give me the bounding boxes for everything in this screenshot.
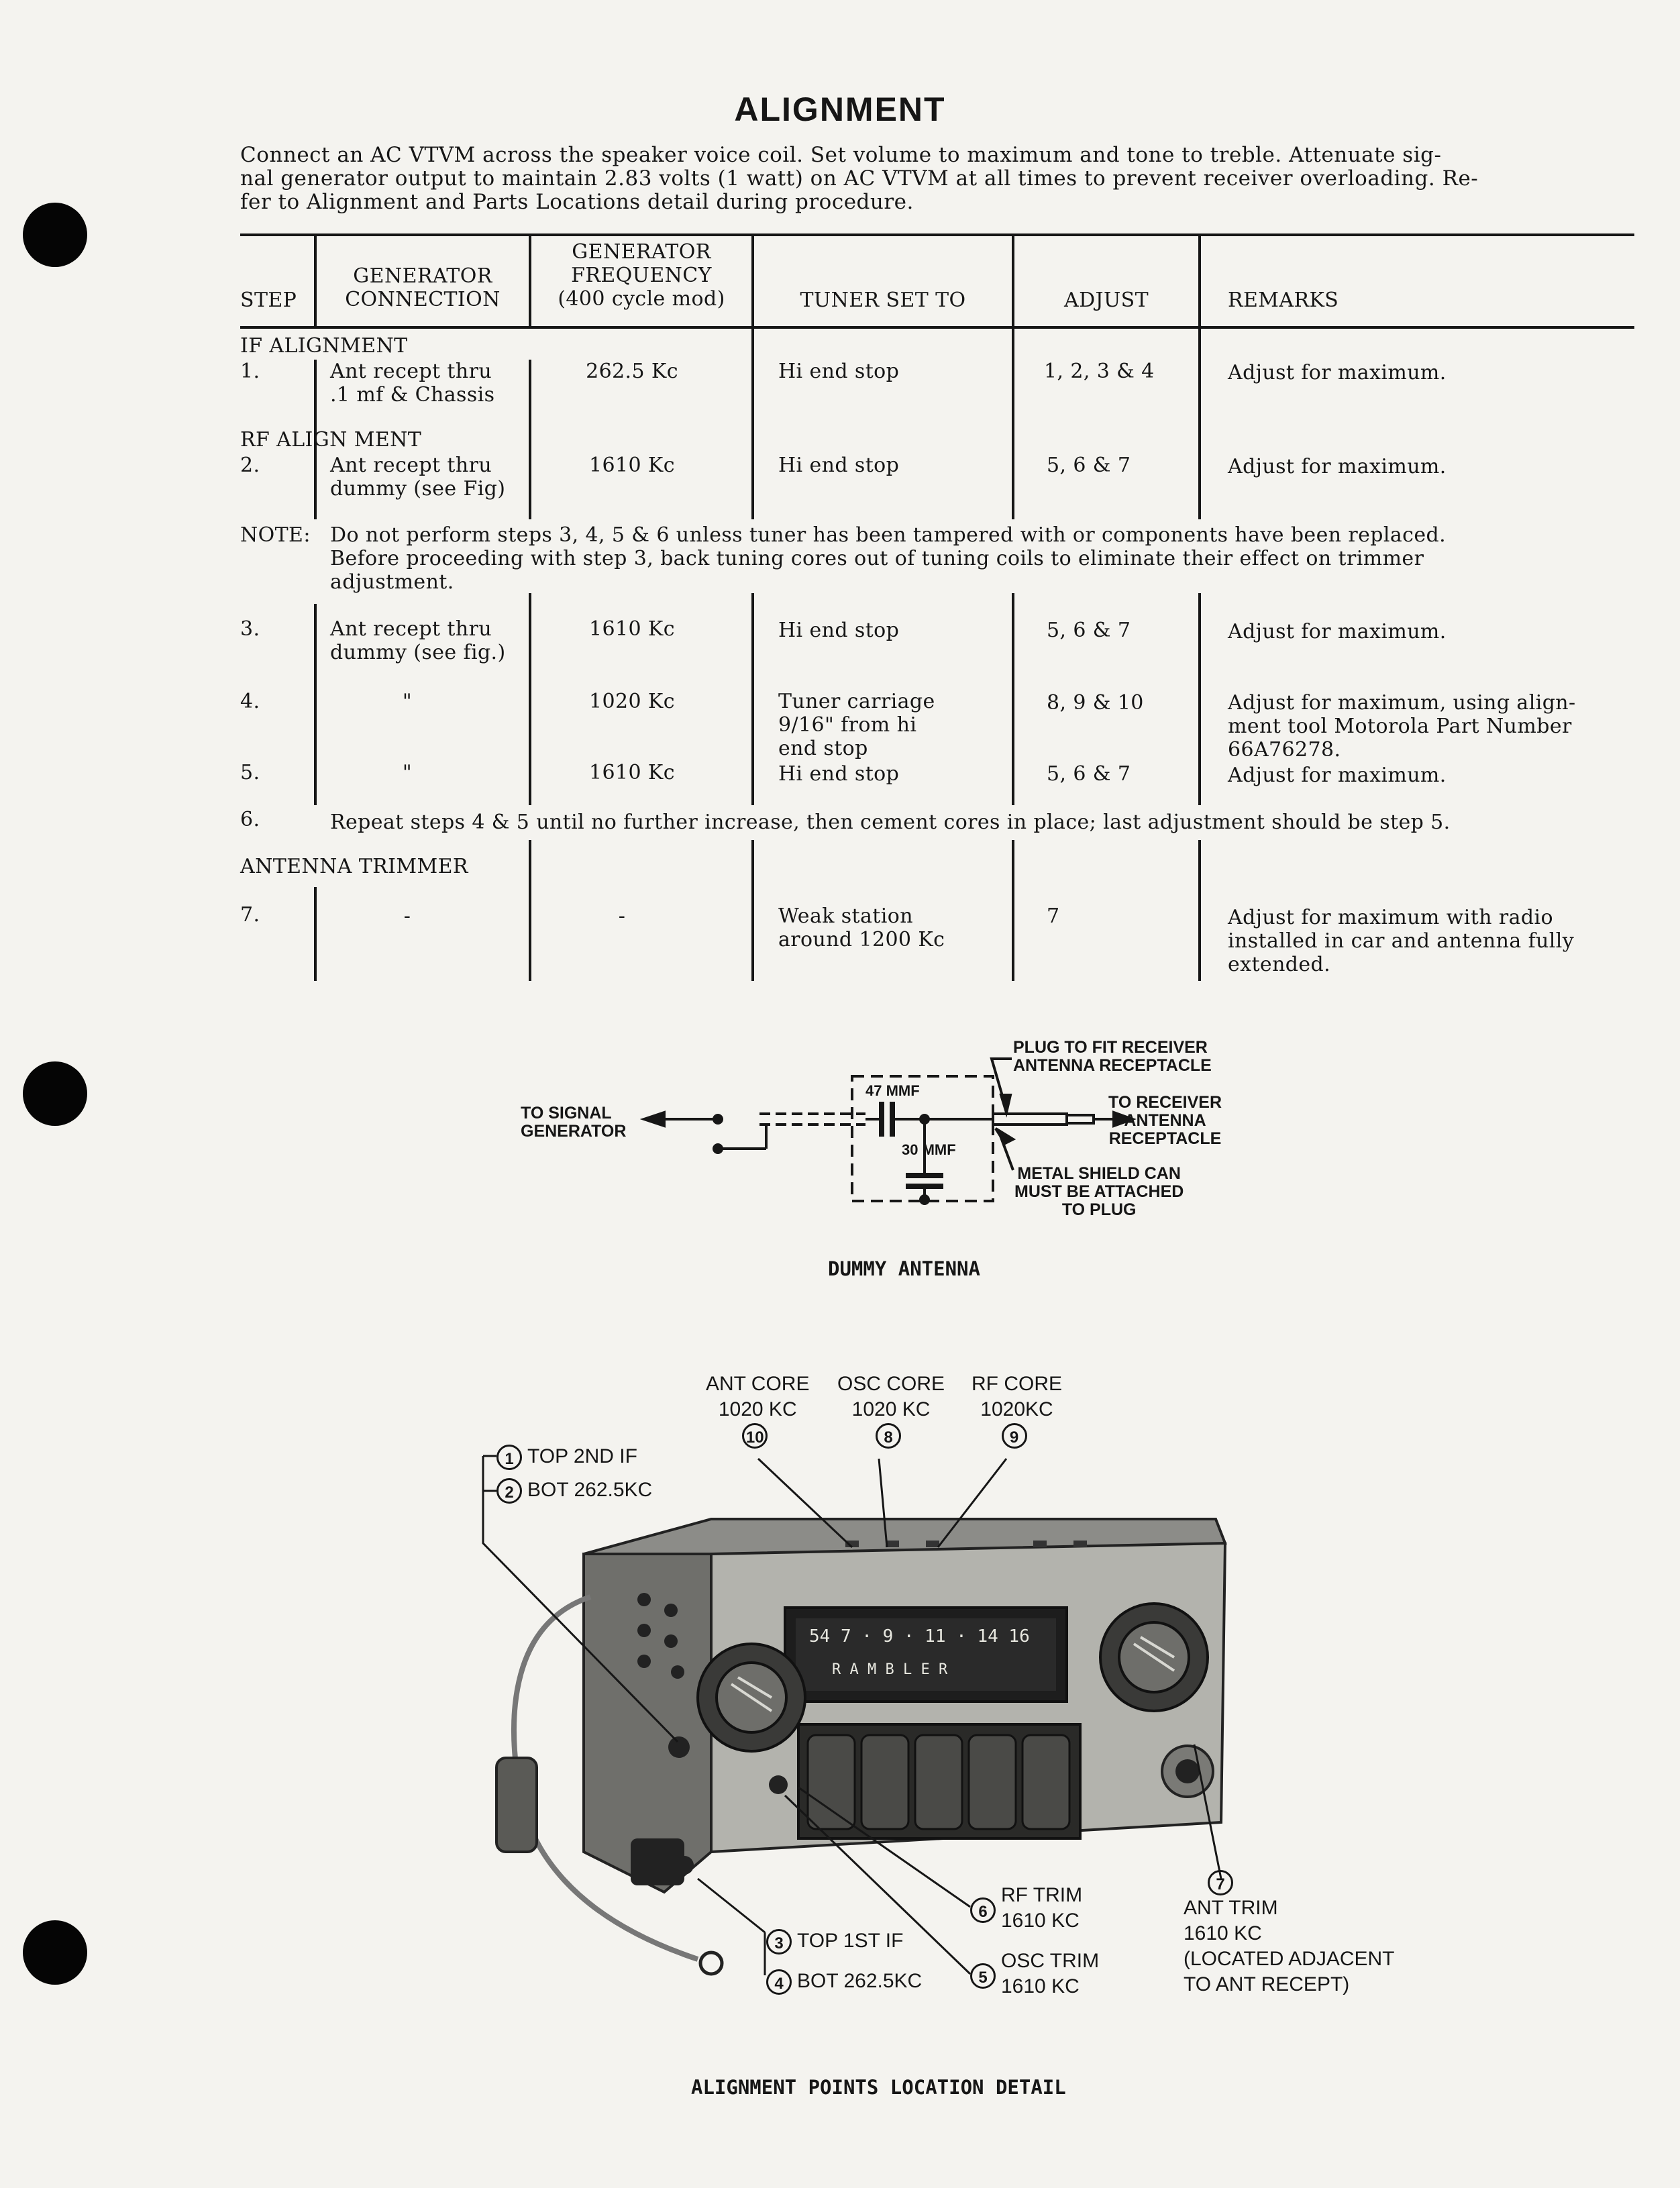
header-step: STEP (240, 289, 297, 312)
row-1-remarks: Adjust for maximum. (1228, 361, 1447, 384)
callout-number: 1 (496, 1445, 522, 1470)
row-7-tuner: Weak station around 1200 Kc (778, 904, 945, 951)
callout-number: 5 (970, 1963, 996, 1989)
callout-number: 8 (876, 1423, 901, 1449)
row-4-remarks: Adjust for maximum, using align- ment tool Motorola Part Number 66A76278. (1228, 691, 1576, 762)
callout-number: 7 (1208, 1870, 1233, 1895)
callout-number: 6 (970, 1897, 996, 1923)
section-if-alignment: IF ALIGNMENT (240, 334, 408, 358)
callout-9-rf-core: RF CORE 1020KC 9 (972, 1371, 1062, 1449)
row-3-frequency: 1610 Kc (589, 617, 675, 641)
row-2-step: 2. (240, 454, 260, 477)
row-1-tuner: Hi end stop (778, 360, 900, 383)
capacitor-30-label: 30 MMF (902, 1141, 956, 1158)
callout-number: 2 (496, 1478, 522, 1504)
row-1-connection: Ant recept thru .1 mf & Chassis (330, 360, 495, 407)
callout-6-text: RF TRIM 1610 KC (1001, 1884, 1083, 1932)
row-3-step: 3. (240, 617, 260, 641)
row-1-frequency: 262.5 Kc (586, 360, 678, 383)
row-4-connection: " (402, 690, 413, 713)
callout-number: 10 (742, 1423, 768, 1449)
callout-4-bot-262: 4 BOT 262.5KC (766, 1969, 922, 1995)
callout-number: 3 (766, 1929, 792, 1955)
callout-6-rf-trim (970, 1883, 1082, 1934)
row-7-connection: - (403, 904, 411, 928)
callout-3-top-1st-if: 3 TOP 1ST IF (766, 1928, 903, 1955)
row-3-tuner: Hi end stop (778, 619, 900, 642)
row-7-frequency: - (618, 904, 626, 928)
callout-10-ant-core: ANT CORE 1020 KC 10 (706, 1371, 809, 1449)
shield-label: METAL SHIELD CAN MUST BE ATTACHED TO PLUG (1014, 1164, 1184, 1219)
callout-1-top-2nd-if: 1 TOP 2ND IF (496, 1444, 637, 1470)
callout-5-text: OSC TRIM 1610 KC (1001, 1950, 1100, 1997)
row-2-tuner: Hi end stop (778, 454, 900, 477)
dial-scale-text: 54 7 · 9 · 11 · 14 16 (809, 1626, 1030, 1647)
row-5-remarks: Adjust for maximum. (1228, 764, 1447, 787)
header-adjust: ADJUST (1064, 289, 1149, 312)
header-frequency: GENERATOR FREQUENCY (400 cycle mod) (558, 240, 725, 311)
row-4-tuner: Tuner carriage 9/16" from hi end stop (778, 690, 935, 760)
to-signal-generator-label: TO SIGNAL GENERATOR (521, 1104, 627, 1141)
row-4-frequency: 1020 Kc (589, 690, 675, 713)
dial-brand-text: R A M B L E R (832, 1661, 948, 1678)
row-7-adjust: 7 (1047, 904, 1060, 928)
to-receiver-label: TO RECEIVER ANTENNA RECEPTACLE (1108, 1093, 1222, 1148)
alignment-points-caption: ALIGNMENT POINTS LOCATION DETAIL (691, 2076, 1066, 2099)
row-1-step: 1. (240, 360, 260, 383)
row-2-frequency: 1610 Kc (589, 454, 675, 477)
row-6-step: 6. (240, 808, 260, 831)
row-5-connection: " (402, 761, 413, 784)
callout-5-osc-trim (970, 1948, 1099, 1999)
callout-number: 9 (1002, 1423, 1027, 1449)
header-tuner: TUNER SET TO (800, 289, 966, 312)
row-5-tuner: Hi end stop (778, 762, 900, 786)
row-7-step: 7. (240, 903, 260, 927)
row-2-adjust: 5, 6 & 7 (1047, 454, 1131, 477)
intro-line: nal generator output to maintain 2.83 volts (1 watt) on AC VTVM at all times to prevent receiver overloading. Re- (240, 166, 1479, 191)
note-text: Do not perform steps 3, 4, 5 & 6 unless tuner has been tampered with or components have been replaced. Before proceeding with step 3, back tuning cores out of tuning coils to eliminate their effect on trimmer adjustment. (330, 523, 1447, 594)
row-5-step: 5. (240, 761, 260, 784)
row-3-connection: Ant recept thru dummy (see fig.) (330, 617, 506, 664)
row-2-connection: Ant recept thru dummy (see Fig) (330, 454, 506, 501)
plug-label: PLUG TO FIT RECEIVER ANTENNA RECEPTACLE (1013, 1038, 1212, 1075)
row-4-adjust: 8, 9 & 10 (1047, 691, 1144, 715)
row-2-remarks: Adjust for maximum. (1228, 455, 1447, 478)
callout-number: 4 (766, 1969, 792, 1995)
row-6-text: Repeat steps 4 & 5 until no further increase, then cement cores in place; last adjustment should be step 5. (330, 811, 1451, 834)
capacitor-47-label: 47 MMF (865, 1082, 920, 1099)
row-3-remarks: Adjust for maximum. (1228, 620, 1447, 643)
note-label: NOTE: (240, 523, 311, 547)
page-title: ALIGNMENT (734, 91, 946, 128)
row-5-adjust: 5, 6 & 7 (1047, 762, 1131, 786)
row-7-remarks: Adjust for maximum with radio installed in car and antenna fully extended. (1228, 906, 1575, 976)
callout-8-osc-core: OSC CORE 1020 KC 8 (837, 1371, 945, 1449)
callout-2-bot-262: 2 BOT 262.5KC (496, 1477, 652, 1504)
callout-7-ant-trim: 7 ANT TRIM 1610 KC (LOCATED ADJACENT TO ANT RECEPT) (1184, 1869, 1395, 1997)
section-rf-alignment: RF ALIGN MENT (240, 428, 422, 452)
row-1-adjust: 1, 2, 3 & 4 (1044, 360, 1155, 383)
intro-line: fer to Alignment and Parts Locations detail during procedure. (240, 190, 914, 214)
dummy-antenna-caption: DUMMY ANTENNA (828, 1257, 980, 1280)
intro-line: Connect an AC VTVM across the speaker voice coil. Set volume to maximum and tone to treble. Attenuate sig- (240, 143, 1442, 167)
header-remarks: REMARKS (1228, 289, 1339, 312)
header-connection: GENERATOR CONNECTION (345, 264, 501, 311)
row-5-frequency: 1610 Kc (589, 761, 675, 784)
section-antenna-trimmer: ANTENNA TRIMMER (240, 855, 468, 878)
row-3-adjust: 5, 6 & 7 (1047, 619, 1131, 642)
row-4-step: 4. (240, 690, 260, 713)
